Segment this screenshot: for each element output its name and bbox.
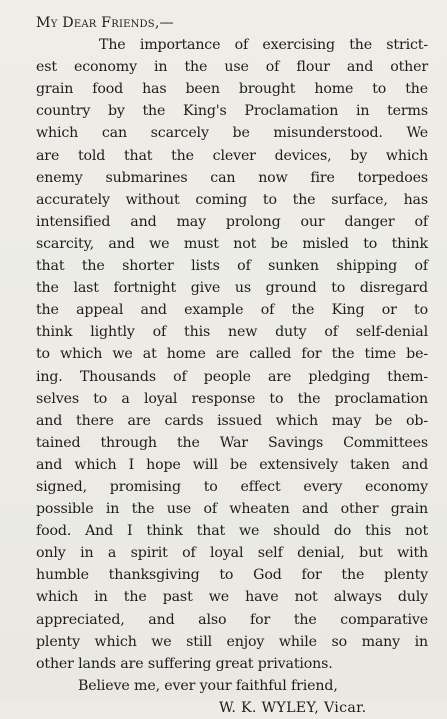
salutation: My Dear Friends,—: [36, 15, 174, 31]
letter-line-15: to which we at home are called for the time be-: [36, 346, 428, 363]
letter-line-22: possible in the use of wheaten and other grain: [36, 501, 428, 518]
signature-title: Vicar.: [323, 699, 367, 716]
letter-line-10: scarcity, and we must not be misled to think: [36, 235, 428, 252]
letter-line-9: intensified and may prolong our danger of: [36, 213, 428, 230]
letter-line-11: that the shorter lists of sunken shipping of: [36, 258, 428, 275]
letter-line-1: The importance of exercising the strict-: [99, 37, 428, 54]
letter-line-27: appreciated, and also for the comparative: [36, 611, 428, 628]
letter-line-4: country by the King's Proclamation in terms: [36, 103, 428, 120]
letter-line-25: humble thanksgiving to God for the plenty: [36, 567, 428, 584]
letter-line-16: ing. Thousands of people are pledging them-: [36, 368, 428, 385]
signature-name: W. K. WYLEY,: [219, 699, 320, 716]
signature: [36, 697, 428, 719]
letter-line-20: and which I hope will be extensively taken and: [36, 456, 428, 473]
letter-body: [36, 12, 428, 719]
letter-line-23: food. And I think that we should do this not: [36, 523, 428, 540]
letter-line-28: plenty which we still enjoy while so many in: [36, 633, 428, 650]
letter-line-14: think lightly of this new duty of self-denial: [36, 324, 428, 341]
letter-line-3: grain food has been brought home to the: [36, 81, 428, 98]
letter-line-2: est economy in the use of flour and other: [36, 59, 428, 76]
letter-line-26: which in the past we have not always duly: [36, 589, 428, 606]
letter-line-19: tained through the War Savings Committees: [36, 434, 428, 451]
letter-line-29: other lands are suffering great privations.: [36, 655, 333, 672]
letter-line-21: signed, promising to effect every economy: [36, 478, 428, 495]
letter-line-18: and there are cards issued which may be ob-: [36, 412, 428, 429]
letter-line-12: the last fortnight give us ground to disregard: [36, 280, 428, 297]
letter-line-5: which can scarcely be misunderstood. We: [36, 125, 428, 142]
letter-line-17: selves to a loyal response to the proclamation: [36, 390, 428, 407]
closing-line: Believe me, ever your faithful friend,: [78, 677, 338, 694]
letter-line-24: only in a spirit of loyal self denial, but with: [36, 545, 428, 562]
letter-line-8: accurately without coming to the surface, has: [36, 191, 428, 208]
letter-line-7: enemy submarines can now fire torpedoes: [36, 169, 428, 186]
letter-line-13: the appeal and example of the King or to: [36, 302, 428, 319]
letter-line-6: are told that the clever devices, by which: [36, 147, 428, 164]
